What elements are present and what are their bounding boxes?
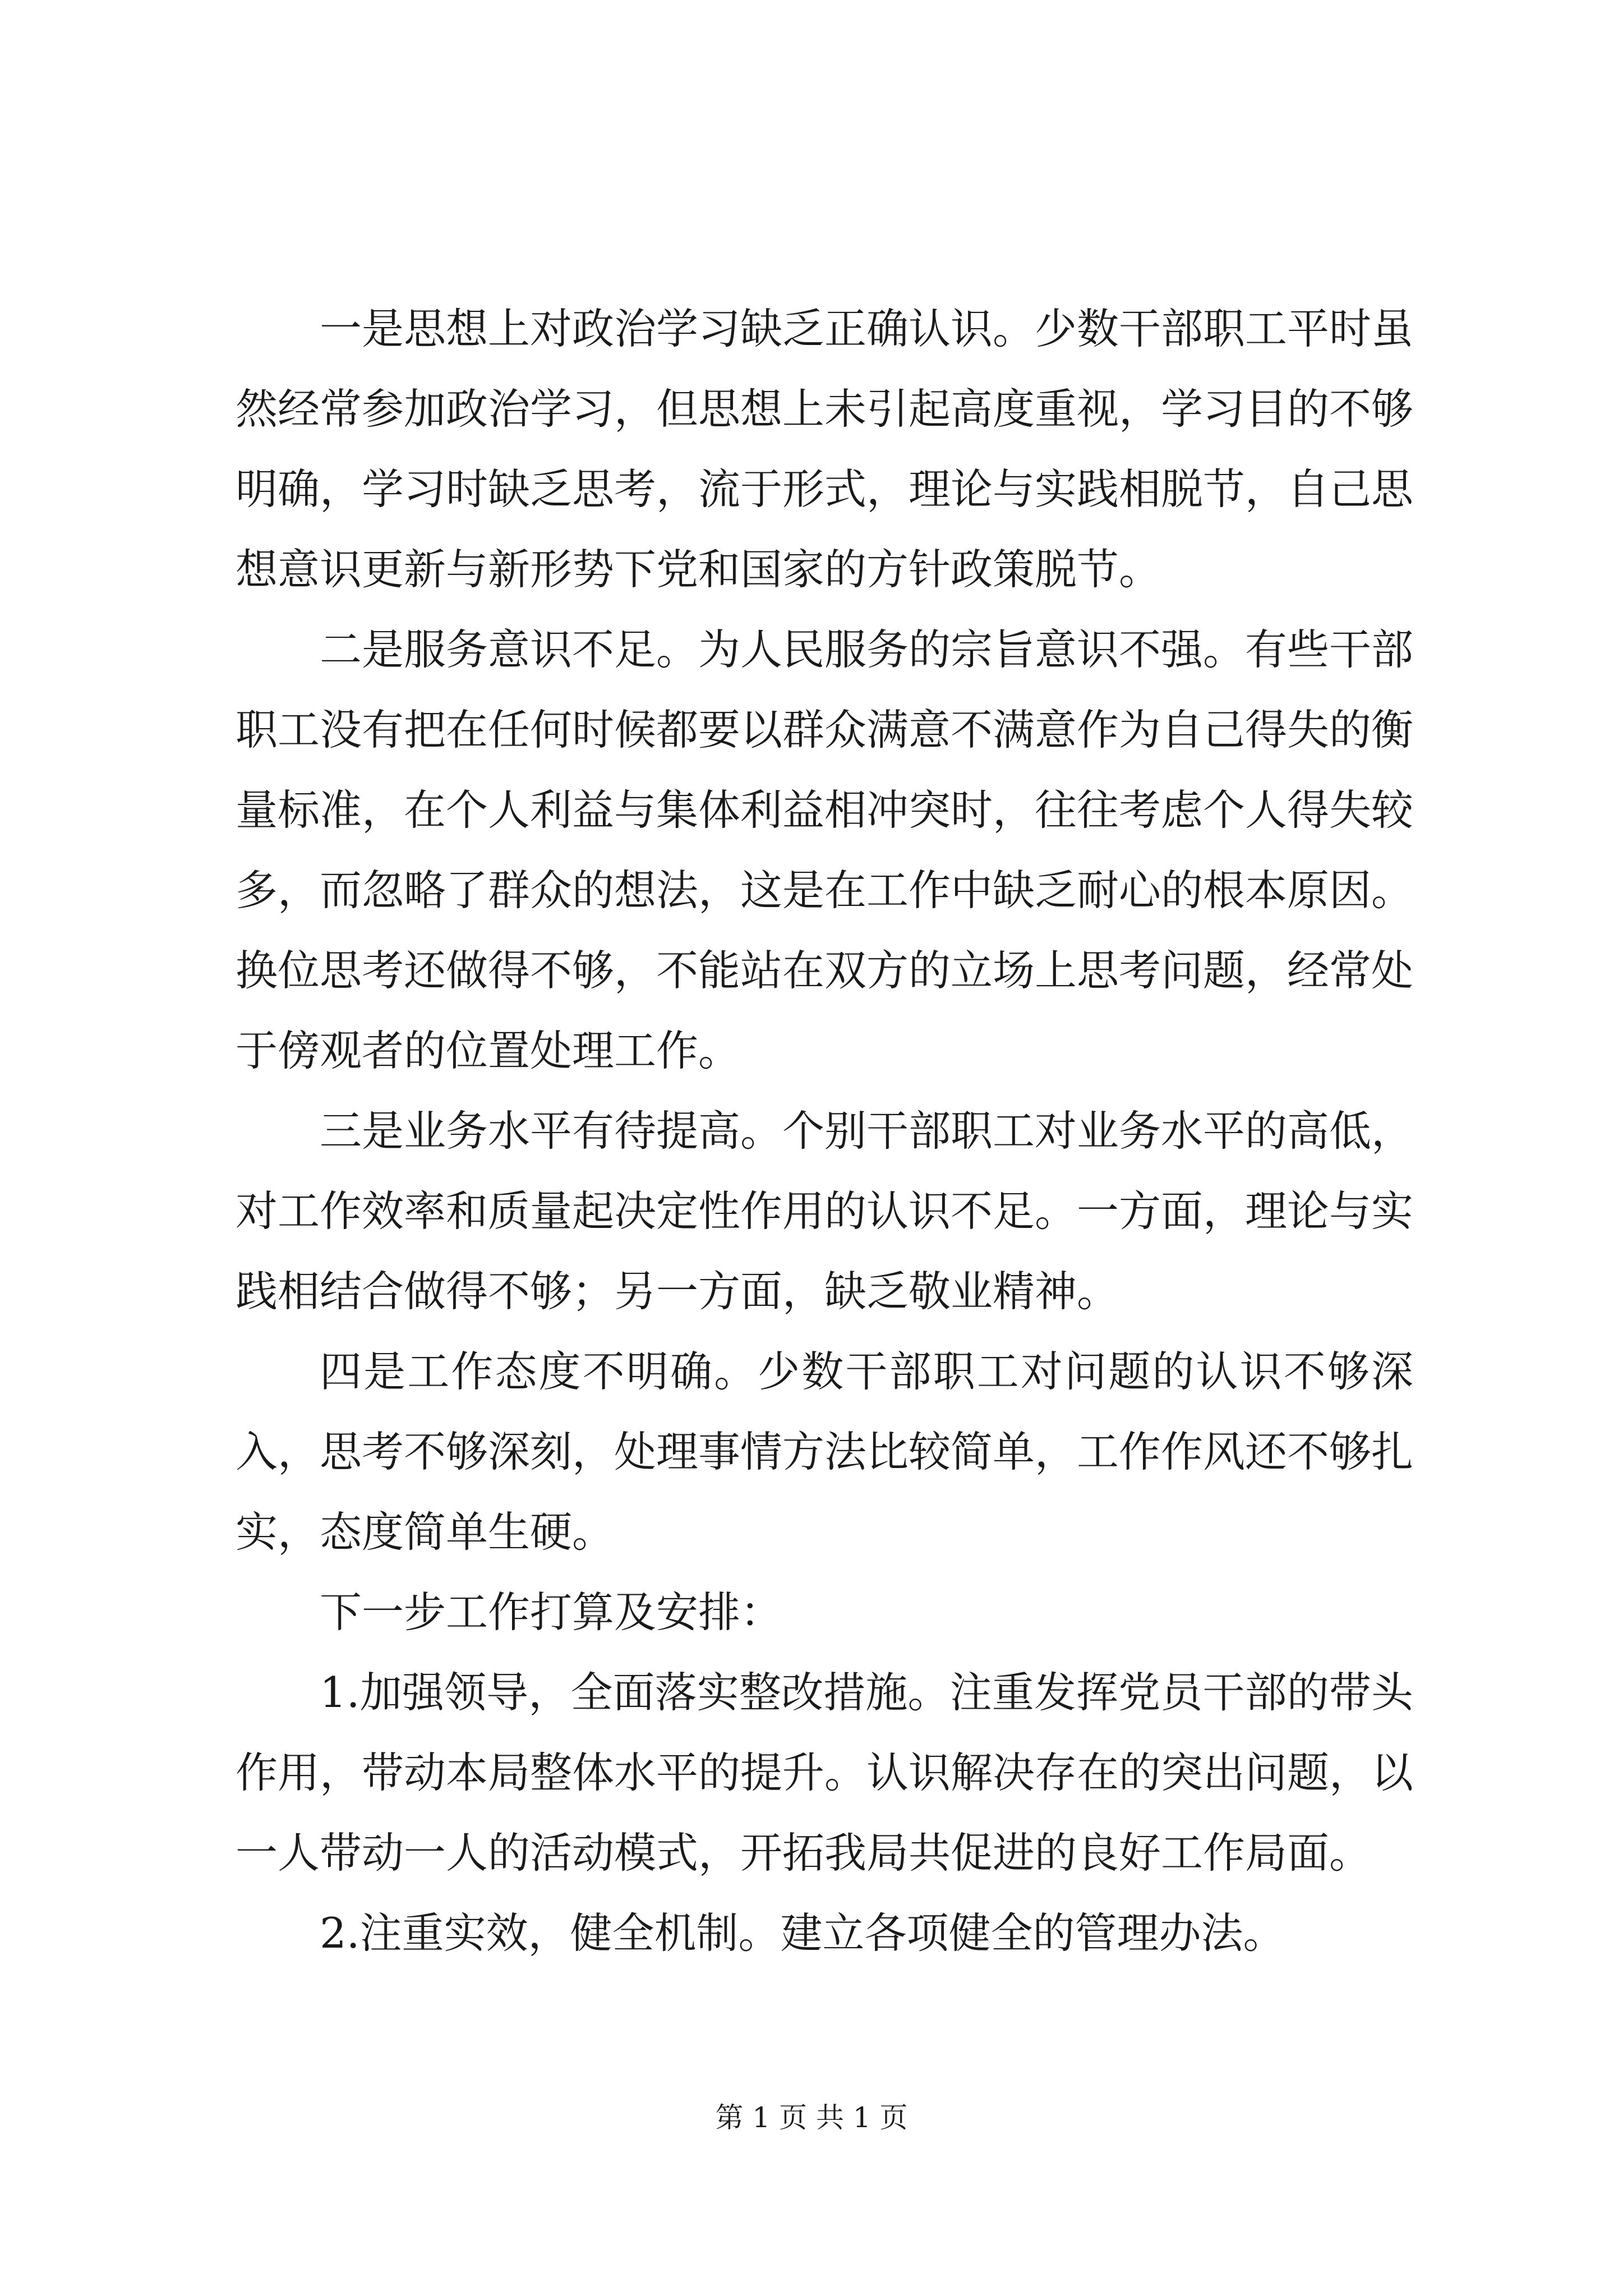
paragraph-issue-3: 三是业务水平有待提高。个别干部职工对业务水平的高低，对工作效率和质量起决定性作用的认识不足。一方面，理论与实践相结合做得不够；另一方面，缺乏敬业精神。 bbox=[236, 1106, 1414, 1316]
document-body bbox=[236, 289, 1413, 1973]
paragraph-issue-2: 二是服务意识不足。为人民服务的宗旨意识不强。有些干部职工没有把在任何时候都要以群众满意不满意作为自己得失的衡量标准，在个人利益与集体利益相冲突时，往往考虑个人得失较多，而忽略了群众的想法，这是在工作中缺乏耐心的根本原因。换位思考还做得不够，不能站在双方的立场上思考问题，经常处于傍观者的位置处理工作。 bbox=[236, 625, 1414, 1075]
paragraph-step-2: 2.注重实效，健全机制。建立各项健全的管理办法。 bbox=[320, 1908, 1285, 1958]
paragraph-issue-1: 一是思想上对政治学习缺乏正确认识。少数干部职工平时虽然经常参加政治学习，但思想上未引起高度重视，学习目的不够明确，学习时缺乏思考，流于形式，理论与实践相脱节，自己思想意识更新与新形势下党和国家的方针政策脱节。 bbox=[236, 304, 1414, 594]
paragraph-issue-4: 四是工作态度不明确。少数干部职工对问题的认识不够深入，思考不够深刻，处理事情方法比较简单，工作作风还不够扎实，态度简单生硬。 bbox=[236, 1347, 1414, 1557]
paragraph-step-1: 1.加强领导，全面落实整改措施。注重发挥党员干部的带头作用，带动本局整体水平的提升。认识解决存在的突出问题，以一人带动一人的活动模式，开拓我局共促进的良好工作局面。 bbox=[236, 1668, 1414, 1878]
paragraph-next-steps-heading: 下一步工作打算及安排： bbox=[320, 1588, 783, 1637]
page-footer: 第 1 页 共 1 页 bbox=[715, 2101, 908, 2134]
